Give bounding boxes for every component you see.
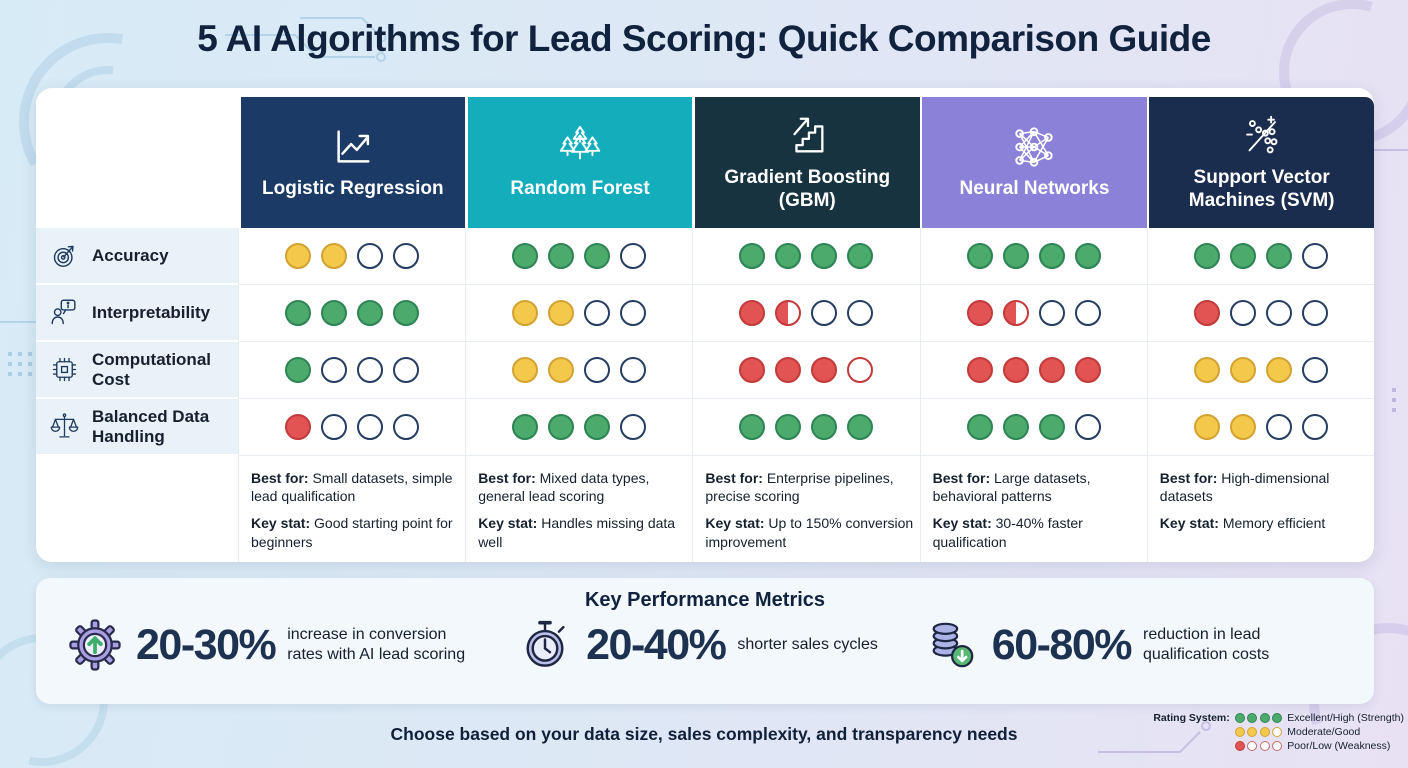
metric-value: 20-30%	[136, 620, 276, 669]
target-icon	[49, 240, 80, 271]
best-for-text: Enterprise pipelines, precise scoring	[705, 470, 894, 505]
red-rating-dot	[967, 300, 993, 326]
rating-cell	[465, 399, 692, 456]
green-rating-dot	[512, 414, 538, 440]
green-rating-dot	[739, 243, 765, 269]
rating-cell	[920, 228, 1147, 285]
green-rating-dot	[775, 243, 801, 269]
empty-rating-dot	[620, 357, 646, 383]
red-rating-dot	[1039, 357, 1065, 383]
criterion-label-cell	[36, 228, 238, 285]
person-speech-icon	[49, 297, 80, 328]
metric-value: 20-40%	[586, 620, 726, 669]
algorithm-column-header	[695, 97, 920, 228]
key-stat-label: Key stat:	[251, 515, 311, 532]
best-for-text: Large datasets, behavioral patterns	[932, 470, 1091, 505]
key-stat-line	[478, 514, 686, 550]
legend-text: Moderate/Good	[1287, 726, 1361, 738]
algorithm-name: Support Vector Machines (SVM)	[1188, 166, 1335, 211]
green-legend-dot	[1260, 713, 1270, 723]
empty-red-legend-dot	[1247, 741, 1257, 751]
green-rating-dot	[739, 414, 765, 440]
yellow-rating-dot	[512, 300, 538, 326]
criterion-label: Accuracy	[92, 245, 169, 265]
empty-rating-dot	[1075, 300, 1101, 326]
empty-rating-dot	[393, 243, 419, 269]
algorithm-notes	[692, 456, 919, 562]
comparison-table	[36, 97, 1374, 562]
yellow-rating-dot	[1194, 357, 1220, 383]
best-for-line	[1160, 469, 1368, 505]
green-rating-dot	[393, 300, 419, 326]
gear-up-icon	[66, 616, 124, 674]
empty-rating-dot	[1302, 300, 1328, 326]
empty-rating-dot	[1039, 300, 1065, 326]
key-stat-label: Key stat:	[1159, 515, 1219, 532]
green-legend-dot	[1272, 713, 1282, 723]
red-rating-dot	[739, 300, 765, 326]
algorithm-column-header	[468, 97, 693, 228]
yellow-rating-dot	[548, 300, 574, 326]
green-rating-dot	[285, 300, 311, 326]
rating-cell	[692, 399, 919, 456]
green-legend-dot	[1247, 713, 1257, 723]
comparison-card	[36, 88, 1374, 562]
key-stat-text: Memory efficient	[1222, 515, 1326, 532]
key-stat-text: 30-40% faster qualification	[932, 515, 1083, 550]
empty-rating-dot	[1302, 243, 1328, 269]
rating-system-legend	[1153, 712, 1404, 752]
stopwatch-icon	[516, 616, 574, 674]
empty-rating-dot	[1230, 300, 1256, 326]
page-title: 5 AI Algorithms for Lead Scoring: Quick Comparison Guide	[197, 18, 1211, 59]
green-rating-dot	[1230, 243, 1256, 269]
green-rating-dot	[357, 300, 383, 326]
rating-system-label: Rating System:	[1153, 712, 1230, 724]
empty-rating-dot	[620, 414, 646, 440]
empty-rating-dot	[393, 414, 419, 440]
best-for-line	[933, 469, 1141, 505]
best-for-text: High-dimensional datasets	[1159, 470, 1330, 505]
red-rating-dot	[285, 414, 311, 440]
cost-down-icon	[922, 616, 980, 674]
svm-scatter-icon	[1239, 113, 1285, 159]
red-rating-dot	[1075, 357, 1101, 383]
yellow-rating-dot	[1230, 357, 1256, 383]
red-rating-dot	[739, 357, 765, 383]
metric-description: increase in conversion rates with AI lead scoring	[287, 626, 466, 663]
key-stat-line	[251, 514, 459, 550]
criterion-label-cell	[36, 342, 238, 399]
best-for-line	[705, 469, 913, 505]
metrics-row	[36, 612, 1374, 674]
red-legend-dot	[1235, 741, 1245, 751]
empty-rating-dot	[1266, 300, 1292, 326]
green-rating-dot	[1194, 243, 1220, 269]
empty-rating-dot	[620, 300, 646, 326]
rating-cell	[1147, 399, 1374, 456]
yellow-rating-dot	[321, 243, 347, 269]
empty-rating-dot	[1075, 414, 1101, 440]
rating-cell	[238, 342, 465, 399]
rating-cell	[1147, 342, 1374, 399]
footer-note: Choose based on your data size, sales complexity, and transparency needs	[390, 724, 1018, 744]
yellow-rating-dot	[1194, 414, 1220, 440]
red-half-rating-dot	[1003, 300, 1029, 326]
empty-rating-dot	[811, 300, 837, 326]
key-stat-text: Handles missing data well	[478, 515, 676, 550]
algorithm-name: Logistic Regression	[262, 178, 444, 200]
criterion-label-cell	[36, 399, 238, 456]
empty-rating-dot	[321, 414, 347, 440]
criterion-label: Balanced Data Handling	[92, 406, 210, 446]
algorithm-name: Gradient Boosting (GBM)	[724, 166, 891, 211]
best-for-text: Small datasets, simple lead qualification	[251, 470, 453, 505]
line-chart-icon	[330, 124, 376, 170]
algorithm-notes	[1147, 456, 1374, 562]
metric-item	[516, 616, 878, 674]
legend-text: Excellent/High (Strength)	[1287, 712, 1404, 724]
forest-icon	[557, 124, 603, 170]
rating-cell	[1147, 285, 1374, 342]
green-rating-dot	[321, 300, 347, 326]
key-stat-line	[1160, 514, 1368, 532]
green-rating-dot	[1039, 414, 1065, 440]
best-for-label: Best for:	[1159, 470, 1218, 486]
table-corner-cell	[36, 97, 238, 228]
empty-rating-dot	[584, 300, 610, 326]
red-rating-dot	[775, 357, 801, 383]
yellow-rating-dot	[1266, 357, 1292, 383]
best-for-label: Best for:	[705, 470, 763, 486]
green-rating-dot	[1003, 243, 1029, 269]
legend-dots	[1235, 727, 1283, 737]
neural-network-icon	[1011, 124, 1057, 170]
algorithm-notes	[465, 456, 692, 562]
empty-red-rating-dot	[847, 357, 873, 383]
green-rating-dot	[775, 414, 801, 440]
rating-cell	[692, 342, 919, 399]
algorithm-notes	[238, 456, 465, 562]
empty-rating-dot	[584, 357, 610, 383]
rating-cell	[692, 228, 919, 285]
green-rating-dot	[1075, 243, 1101, 269]
rating-cell	[465, 228, 692, 285]
yellow-rating-dot	[512, 357, 538, 383]
algorithm-name: Random Forest	[510, 178, 650, 200]
red-rating-dot	[1194, 300, 1220, 326]
rating-cell	[465, 285, 692, 342]
empty-rating-dot	[357, 414, 383, 440]
red-rating-dot	[967, 357, 993, 383]
criterion-label: Computational Cost	[92, 349, 211, 389]
rating-cell	[465, 342, 692, 399]
green-rating-dot	[811, 243, 837, 269]
yellow-legend-dot	[1260, 727, 1270, 737]
chip-icon	[49, 354, 80, 385]
green-rating-dot	[967, 414, 993, 440]
yellow-rating-dot	[285, 243, 311, 269]
green-rating-dot	[548, 243, 574, 269]
key-stat-line	[705, 514, 913, 550]
yellow-rating-dot	[1230, 414, 1256, 440]
rating-cell	[1147, 228, 1374, 285]
algorithm-name: Neural Networks	[959, 178, 1110, 200]
green-rating-dot	[811, 414, 837, 440]
yellow-legend-dot	[1247, 727, 1257, 737]
key-stat-label: Key stat:	[932, 515, 992, 532]
algorithm-column-header	[1149, 97, 1374, 228]
legend-dots	[1235, 741, 1283, 751]
metric-item	[922, 616, 1328, 674]
empty-rating-dot	[357, 243, 383, 269]
rating-cell	[238, 228, 465, 285]
green-rating-dot	[548, 414, 574, 440]
algorithm-column-header	[241, 97, 466, 228]
criterion-label: Interpretability	[92, 302, 211, 322]
empty-rating-dot	[321, 357, 347, 383]
red-rating-dot	[1003, 357, 1029, 383]
green-rating-dot	[1039, 243, 1065, 269]
empty-rating-dot	[620, 243, 646, 269]
best-for-text: Mixed data types, general lead scoring	[478, 470, 650, 505]
rating-cell	[920, 342, 1147, 399]
key-stat-label: Key stat:	[705, 515, 765, 532]
best-for-line	[251, 469, 459, 505]
green-rating-dot	[847, 414, 873, 440]
red-half-rating-dot	[775, 300, 801, 326]
rating-cell	[920, 399, 1147, 456]
green-rating-dot	[584, 243, 610, 269]
best-for-line	[478, 469, 686, 505]
criterion-label-cell	[36, 285, 238, 342]
scale-icon	[49, 411, 80, 442]
rating-cell	[692, 285, 919, 342]
key-stat-text: Up to 150% conversion improvement	[705, 515, 914, 550]
legend-text: Poor/Low (Weakness)	[1287, 740, 1391, 752]
empty-yellow-legend-dot	[1272, 727, 1282, 737]
stairs-icon	[784, 113, 830, 159]
key-stat-line	[933, 514, 1141, 550]
metric-description: reduction in lead qualification costs	[1143, 626, 1270, 663]
green-rating-dot	[967, 243, 993, 269]
best-for-label: Best for:	[932, 470, 991, 486]
rating-cell	[238, 399, 465, 456]
empty-rating-dot	[1302, 414, 1328, 440]
green-rating-dot	[584, 414, 610, 440]
algorithm-notes	[920, 456, 1147, 562]
green-rating-dot	[847, 243, 873, 269]
legend-dots	[1235, 713, 1283, 723]
rating-cell	[238, 285, 465, 342]
best-for-label: Best for:	[478, 470, 536, 486]
metric-item	[66, 616, 472, 674]
green-legend-dot	[1235, 713, 1245, 723]
key-metrics-card	[36, 578, 1374, 704]
key-stat-text: Good starting point for beginners	[251, 515, 453, 550]
metric-value: 60-80%	[991, 620, 1131, 669]
empty-red-legend-dot	[1260, 741, 1270, 751]
empty-rating-dot	[393, 357, 419, 383]
green-rating-dot	[1003, 414, 1029, 440]
empty-red-legend-dot	[1272, 741, 1282, 751]
green-rating-dot	[512, 243, 538, 269]
empty-rating-dot	[1266, 414, 1292, 440]
algorithm-column-header	[922, 97, 1147, 228]
rating-cell	[920, 285, 1147, 342]
green-rating-dot	[285, 357, 311, 383]
empty-rating-dot	[357, 357, 383, 383]
empty-rating-dot	[847, 300, 873, 326]
metric-description: shorter sales cycles	[737, 636, 878, 653]
key-stat-label: Key stat:	[478, 515, 538, 532]
yellow-rating-dot	[548, 357, 574, 383]
best-for-label: Best for:	[251, 470, 309, 486]
table-footer-spacer	[36, 456, 238, 562]
yellow-legend-dot	[1235, 727, 1245, 737]
red-rating-dot	[811, 357, 837, 383]
empty-rating-dot	[1302, 357, 1328, 383]
metrics-title: Key Performance Metrics	[584, 589, 826, 611]
green-rating-dot	[1266, 243, 1292, 269]
